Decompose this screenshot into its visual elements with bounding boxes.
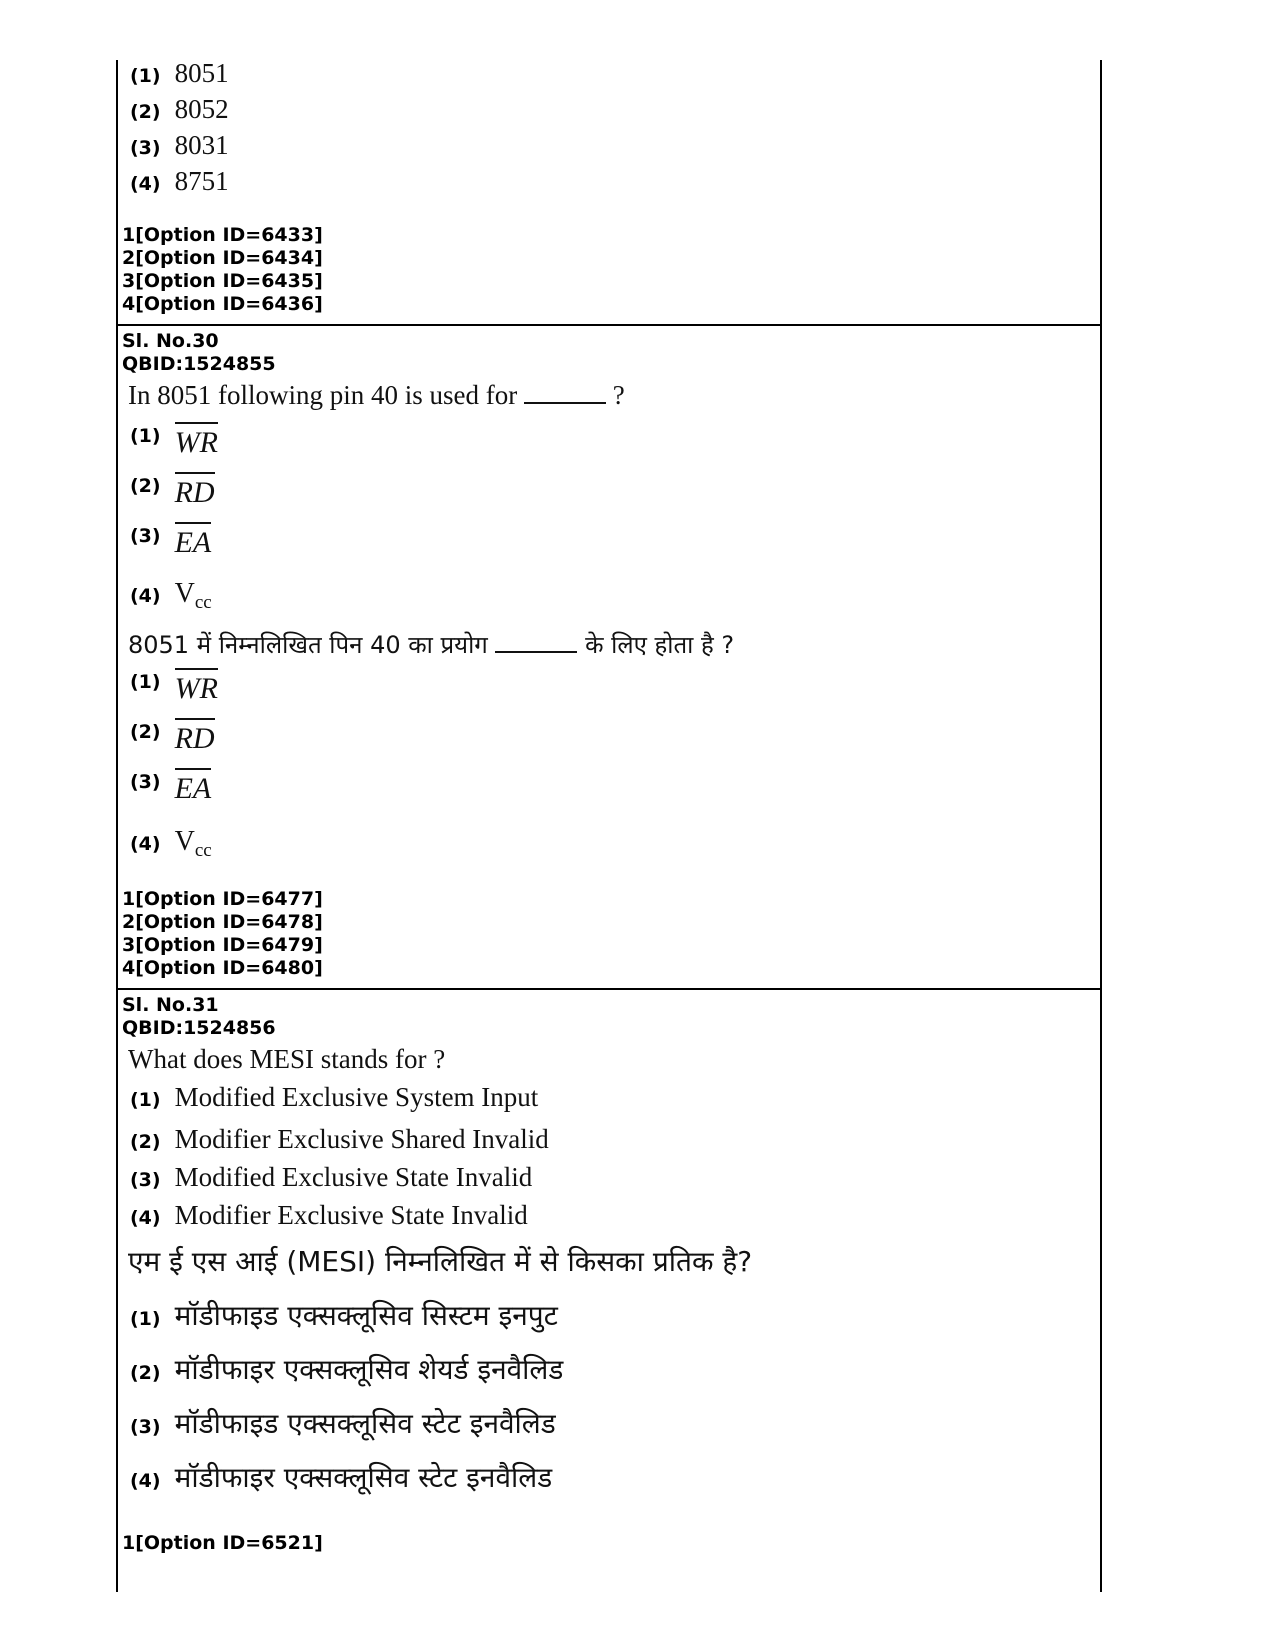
q31-option-hi-2: (2) मॉडीफाइर एक्सक्लूसिव शेयर्ड इनवैलिड <box>130 1353 564 1386</box>
q30-option-ids <box>122 888 323 980</box>
q31-option-hi-1: (1) मॉडीफाइड एक्सक्लूसिव सिस्टम इनपुट <box>130 1299 558 1332</box>
option-id-line: 3[Option ID=6435] <box>122 270 323 292</box>
qbid: QBID:1524856 <box>122 1017 276 1039</box>
q30-option-en-4: (4) $V_{cc}$ <box>130 578 212 613</box>
q29-option-1: (1) 8051 <box>130 58 229 88</box>
option-id-line: 2[Option ID=6478] <box>122 911 323 933</box>
q31-header <box>122 994 276 1040</box>
q29-option-3: (3) 8031 <box>130 130 229 160</box>
serial-number: Sl. No.30 <box>122 330 219 352</box>
qbid: QBID:1524855 <box>122 353 276 375</box>
row-divider <box>116 988 1102 990</box>
option-id-line: 1[Option ID=6477] <box>122 888 323 910</box>
q31-option-hi-3: (3) मॉडीफाइड एक्सक्लूसिव स्टेट इनवैलिड <box>130 1407 556 1440</box>
option-id-line: 1[Option ID=6433] <box>122 224 323 246</box>
q30-header <box>122 330 276 376</box>
q31-option-en-1: (1) Modified Exclusive System Input <box>130 1082 539 1112</box>
serial-number: Sl. No.31 <box>122 994 219 1016</box>
q29-option-4: (4) 8751 <box>130 166 229 196</box>
q31-question-en: What does MESI stands for ? <box>128 1044 446 1074</box>
q31-option-ids <box>122 1532 323 1555</box>
q30-option-hi-1: (1) WR <box>130 674 218 704</box>
row-divider <box>116 324 1102 326</box>
option-id-line: 1[Option ID=6521] <box>122 1532 323 1554</box>
q30-question-hi: 8051 में निम्नलिखित पिन 40 का प्रयोग के लिए होता है ? <box>128 631 735 659</box>
q30-option-hi-4: (4) $V_{cc}$ <box>130 826 212 861</box>
q31-option-en-2: (2) Modifier Exclusive Shared Invalid <box>130 1124 549 1154</box>
option-id-line: 4[Option ID=6436] <box>122 293 323 315</box>
q30-option-hi-3: (3) EA <box>130 774 211 804</box>
q31-option-en-4: (4) Modifier Exclusive State Invalid <box>130 1200 528 1230</box>
q31-option-hi-4: (4) मॉडीफाइर एक्सक्लूसिव स्टेट इनवैलिड <box>130 1461 553 1494</box>
q30-option-en-2: (2) RD <box>130 478 215 508</box>
q31-question-hi: एम ई एस आई (MESI) निम्नलिखित में से किसका प्रतिक है? <box>128 1245 753 1278</box>
q29-option-2: (2) 8052 <box>130 94 229 124</box>
q30-option-en-1: (1) WR <box>130 428 218 458</box>
answer-blank <box>495 631 577 653</box>
q31-option-en-3: (3) Modified Exclusive State Invalid <box>130 1162 533 1192</box>
option-id-line: 2[Option ID=6434] <box>122 247 323 269</box>
q30-option-hi-2: (2) RD <box>130 724 215 754</box>
answer-blank <box>524 382 606 404</box>
option-id-line: 3[Option ID=6479] <box>122 934 323 956</box>
q30-question-en: In 8051 following pin 40 is used for ? <box>128 380 625 410</box>
q30-option-en-3: (3) EA <box>130 528 211 558</box>
option-id-line: 4[Option ID=6480] <box>122 957 323 979</box>
q29-option-ids <box>122 224 323 316</box>
